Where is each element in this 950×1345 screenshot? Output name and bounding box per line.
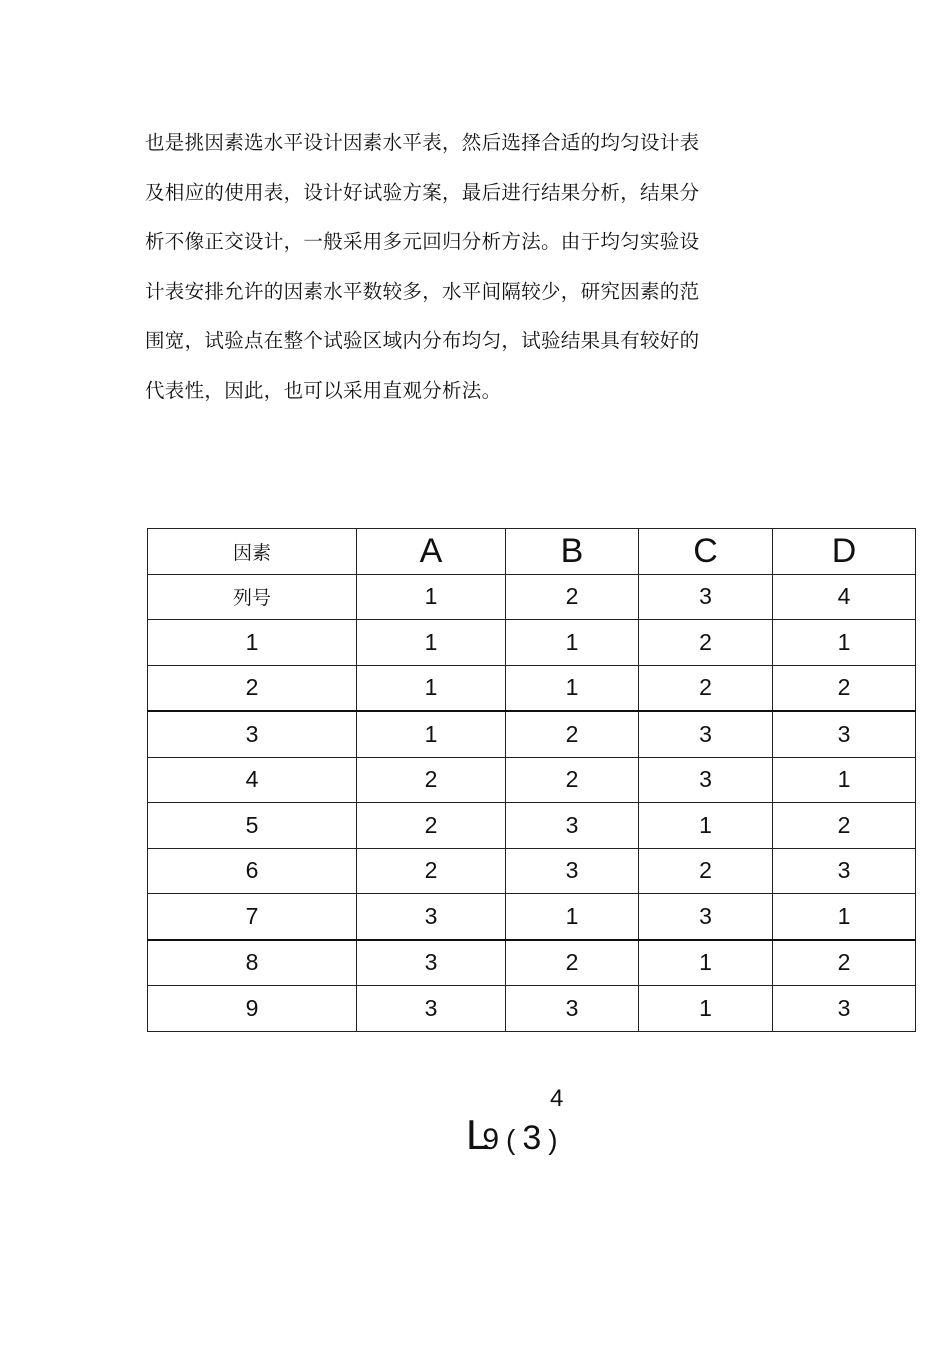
table-row: [148, 803, 916, 849]
level-cell: 2: [639, 665, 773, 711]
table-row: [148, 940, 916, 986]
level-cell: 3: [506, 803, 639, 849]
run-number-cell: 5: [148, 803, 357, 849]
level-cell: 3: [773, 986, 916, 1032]
run-number-cell: 2: [148, 665, 357, 711]
column-number-cell: 2: [506, 574, 639, 620]
paragraph-line: 计表安排允许的因素水平数较多，水平间隔较少，研究因素的范: [145, 279, 700, 303]
level-cell: 3: [357, 986, 506, 1032]
orthogonal-array-table: [147, 528, 916, 1032]
level-cell: 2: [357, 803, 506, 849]
factor-label-cell: 因素: [148, 529, 357, 575]
level-cell: 1: [773, 757, 916, 803]
table-row: [148, 757, 916, 803]
level-cell: 2: [639, 848, 773, 894]
level-cell: 2: [773, 803, 916, 849]
table-caption-formula: [466, 1085, 606, 1165]
level-cell: 3: [506, 986, 639, 1032]
paragraph-line: 析不像正交设计，一般采用多元回归分析方法。由于均匀实验设: [145, 230, 700, 253]
paragraph-line: 代表性，因此，也可以采用直观分析法。: [145, 378, 502, 402]
level-cell: 3: [773, 711, 916, 757]
level-cell: 1: [773, 620, 916, 666]
table-row: [148, 665, 916, 711]
level-cell: 1: [357, 620, 506, 666]
caption-runs: 9: [482, 1123, 500, 1156]
table-row: [148, 848, 916, 894]
column-number-row: [148, 574, 916, 620]
level-cell: 3: [506, 848, 639, 894]
level-cell: 1: [639, 803, 773, 849]
paragraph-line: 也是挑因素选水平设计因素水平表，然后选择合适的均匀设计表: [145, 131, 700, 154]
level-cell: 3: [357, 894, 506, 940]
table-row: [148, 620, 916, 666]
level-cell: 2: [773, 665, 916, 711]
level-cell: 1: [357, 665, 506, 711]
body-paragraph: [145, 118, 745, 415]
factor-cell-a: A: [357, 529, 506, 575]
level-cell: 1: [506, 620, 639, 666]
run-number-cell: 7: [148, 894, 357, 940]
level-cell: 2: [506, 757, 639, 803]
table-row: [148, 711, 916, 757]
level-cell: 3: [639, 711, 773, 757]
run-number-cell: 1: [148, 620, 357, 666]
caption-notation: [466, 1111, 565, 1159]
level-cell: 3: [357, 940, 506, 986]
run-number-cell: 6: [148, 848, 357, 894]
level-cell: 2: [506, 711, 639, 757]
factor-cell-d: D: [773, 529, 916, 575]
caption-levels: 3: [522, 1119, 542, 1157]
paragraph-line: 及相应的使用表，设计好试验方案，最后进行结果分析，结果分: [145, 180, 700, 204]
factor-header-row: [148, 529, 916, 575]
level-cell: 1: [639, 940, 773, 986]
caption-symbol: L: [466, 1111, 483, 1158]
level-cell: 1: [357, 711, 506, 757]
level-cell: 2: [506, 940, 639, 986]
caption-open-paren: (: [506, 1124, 516, 1155]
column-number-cell: 1: [357, 574, 506, 620]
run-number-cell: 3: [148, 711, 357, 757]
run-number-cell: 9: [148, 986, 357, 1032]
factor-cell-c: C: [639, 529, 773, 575]
level-cell: 3: [773, 848, 916, 894]
level-cell: 1: [506, 665, 639, 711]
level-cell: 3: [639, 757, 773, 803]
level-cell: 2: [357, 757, 506, 803]
level-cell: 2: [357, 848, 506, 894]
run-number-cell: 8: [148, 940, 357, 986]
level-cell: 1: [506, 894, 639, 940]
level-cell: 2: [639, 620, 773, 666]
level-cell: 3: [639, 894, 773, 940]
table-row: [148, 894, 916, 940]
column-number-cell: 3: [639, 574, 773, 620]
level-cell: 1: [773, 894, 916, 940]
factor-cell-b: B: [506, 529, 639, 575]
caption-close-paren: ): [548, 1124, 558, 1155]
run-number-cell: 4: [148, 757, 357, 803]
column-number-cell: 4: [773, 574, 916, 620]
caption-exponent: 4: [550, 1085, 564, 1112]
column-label-cell: 列号: [148, 574, 357, 620]
level-cell: 1: [639, 986, 773, 1032]
table-row: [148, 986, 916, 1032]
paragraph-line: 围宽，试验点在整个试验区域内分布均匀，试验结果具有较好的: [145, 329, 700, 352]
level-cell: 2: [773, 940, 916, 986]
